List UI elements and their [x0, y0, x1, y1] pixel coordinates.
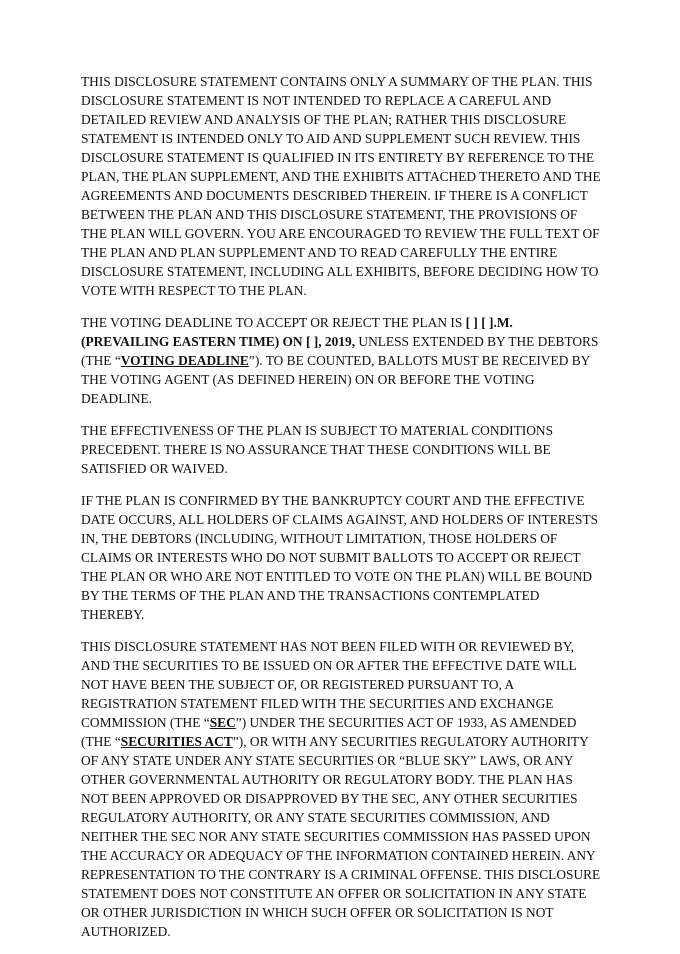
voting-text-3: ”). TO BE COUNTED, BALLOTS MUST BE RECEIVED BY THE VOTING AGENT (AS DEFINED HEREIN) ON OR BEFORE THE VOTING DEADLINE. [81, 353, 590, 406]
document-page [81, 72, 601, 954]
sec-text-3: ”), OR WITH ANY SECURITIES REGULATORY AUTHORITY OF ANY STATE UNDER ANY STATE SECURITIES OR “BLUE SKY” LAWS, OR ANY OTHER GOVERNMENTAL AUTHORITY OR REGULATORY BODY. THE PLAN HAS NOT BEEN APPROVED OR DISAPPROVED BY THE SEC, ANY OTHER SECURITIES REGULATORY AUTHORITY, OR ANY STATE SECURITIES COMMISSION, AND NEITHER THE SEC NOR ANY STATE SECURITIES COMMISSION HAS PASSED UPON THE ACCURACY OR ADEQUACY OF THE INFORMATION CONTAINED HEREIN. ANY REPRESENTATION TO THE CONTRARY IS A CRIMINAL OFFENSE. THIS DISCLOSURE STATEMENT DOES NOT CONSTITUTE AN OFFER OR SOLICITATION IN ANY STATE OR OTHER JURISDICTION IN WHICH SUCH OFFER OR SOLICITATION IS NOT AUTHORIZED. [81, 734, 601, 939]
paragraph-sec-notice [81, 637, 601, 941]
sec-text-2: ”) UNDER THE SECURITIES ACT OF 1933, AS AMENDED (THE “ [81, 715, 577, 749]
paragraph-conditions-precedent: THE EFFECTIVENESS OF THE PLAN IS SUBJECT TO MATERIAL CONDITIONS PRECEDENT. THERE IS NO ASSURANCE THAT THESE CONDITIONS WILL BE SATISFIED OR WAIVED. [81, 423, 554, 476]
paragraph-summary-notice: THIS DISCLOSURE STATEMENT CONTAINS ONLY A SUMMARY OF THE PLAN. THIS DISCLOSURE STATEMENT IS NOT INTENDED TO REPLACE A CAREFUL AND DETAILED REVIEW AND ANALYSIS OF THE PLAN; RATHER THIS DISCLOSURE STATEMENT IS INTENDED ONLY TO AID AND SUPPLEMENT SUCH REVIEW. THIS DISCLOSURE STATEMENT IS QUALIFIED IN ITS ENTIRETY BY REFERENCE TO THE PLAN, THE PLAN SUPPLEMENT, AND THE EXHIBITS ATTACHED THERETO AND THE AGREEMENTS AND DOCUMENTS DESCRIBED THEREIN. IF THERE IS A CONFLICT BETWEEN THE PLAN AND THIS DISCLOSURE STATEMENT, THE PROVISIONS OF THE PLAN WILL GOVERN. YOU ARE ENCOURAGED TO REVIEW THE FULL TEXT OF THE PLAN AND PLAN SUPPLEMENT AND TO READ CAREFULLY THE ENTIRE DISCLOSURE STATEMENT, INCLUDING ALL EXHIBITS, BEFORE DECIDING HOW TO VOTE WITH RESPECT TO THE PLAN. [81, 74, 601, 298]
voting-deadline-date: [ ] [ ].M. (PREVAILING EASTERN TIME) ON [ ], 2019, [81, 315, 513, 349]
paragraph-binding-effect: IF THE PLAN IS CONFIRMED BY THE BANKRUPTCY COURT AND THE EFFECTIVE DATE OCCURS, ALL HOLDERS OF CLAIMS AGAINST, AND HOLDERS OF INTERESTS IN, THE DEBTORS (INCLUDING, WITHOUT LIMITATION, THOSE HOLDERS OF CLAIMS OR INTERESTS WHO DO NOT SUBMIT BALLOTS TO ACCEPT OR REJECT THE PLAN OR WHO ARE NOT ENTITLED TO VOTE ON THE PLAN) WILL BE BOUND BY THE TERMS OF THE PLAN AND THE TRANSACTIONS CONTEMPLATED THEREBY. [81, 493, 599, 622]
paragraph-voting-deadline [81, 313, 601, 408]
voting-deadline-term: VOTING DEADLINE [120, 353, 249, 368]
voting-text-2: UNLESS EXTENDED BY THE DEBTORS (THE “ [81, 334, 599, 368]
sec-text-1: THIS DISCLOSURE STATEMENT HAS NOT BEEN FILED WITH OR REVIEWED BY, AND THE SECURITIES TO BE ISSUED ON OR AFTER THE EFFECTIVE DATE WILL NOT HAVE BEEN THE SUBJECT OF, OR REGISTERED PURSUANT TO, A REGISTRATION STATEMENT FILED WITH THE SECURITIES AND EXCHANGE COMMISSION (THE “ [81, 639, 577, 730]
voting-text-1: THE VOTING DEADLINE TO ACCEPT OR REJECT THE PLAN IS [81, 315, 466, 330]
sec-term: SEC [209, 715, 236, 730]
securities-act-term: SECURITIES ACT [120, 734, 233, 749]
